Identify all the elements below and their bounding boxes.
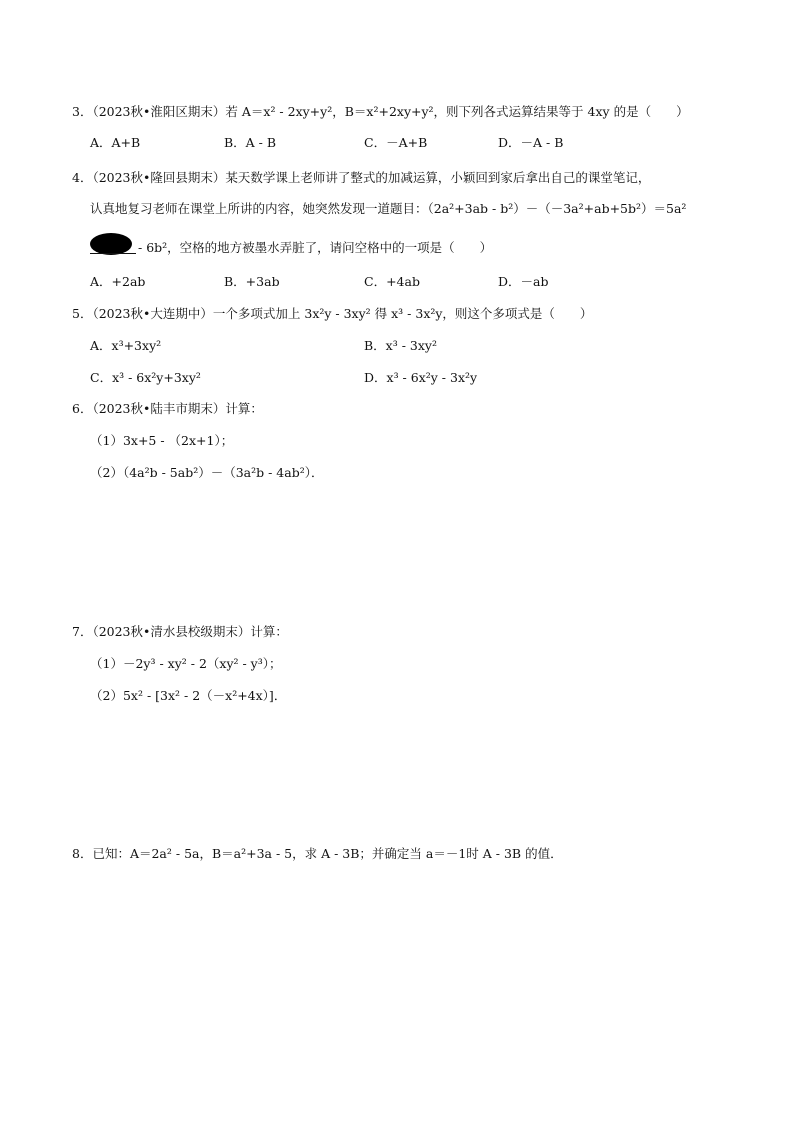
question-5-stem: 5．（2023秋•大连期中）一个多项式加上 3x²y - 3xy² 得 x³ - 3x²y，则这个多项式是（ ） [72,306,593,321]
question-7-stem: 7．（2023秋•清水县校级期末）计算： [72,624,288,639]
question-5-option-b: B．x³ - 3xy² [364,338,437,353]
question-6-part-2: （2）（4a²b - 5ab²）－（3a²b - 4ab²）． [90,465,324,480]
question-3-option-a: A．A+B [90,135,141,150]
ink-blot-image [90,233,132,255]
question-3-option-c: C．－A+B [364,135,428,150]
question-4-option-a: A．+2ab [90,274,146,289]
question-4-stem-line-1: 4．（2023秋•隆回县期末）某天数学课上老师讲了整式的加减运算，小颖回到家后拿出自己的课堂笔记， [72,170,651,185]
question-5-option-c: C．x³ - 6x²y+3xy² [90,370,201,385]
question-4-option-c: C．+4ab [364,274,420,289]
question-3-option-b: B．A - B [224,135,277,150]
question-3-stem: 3．（2023秋•淮阳区期末）若 A＝x² - 2xy+y²，B＝x²+2xy+y²，则下列各式运算结果等于 4xy 的是（ ） [72,104,689,119]
blank-underline [90,253,136,254]
question-7-part-1: （1）－2y³ - xy² - 2（xy² - y³）； [90,656,282,671]
question-6-stem: 6．（2023秋•陆丰市期末）计算： [72,401,263,416]
question-6-part-1: （1）3x+5 - （2x+1）； [90,433,234,448]
question-7-part-2: （2）5x² - [3x² - 2（－x²+4x）]． [90,688,287,703]
question-4-option-b: B．+3ab [224,274,280,289]
question-8-stem: 8．已知：A＝2a² - 5a，B＝a²+3a - 5，求 A - 3B；并确定当 a＝－1时 A - 3B 的值． [72,846,563,861]
question-5-option-d: D．x³ - 6x²y - 3x²y [364,370,478,385]
question-3-option-d: D．－A - B [498,135,564,150]
question-4-option-d: D．－ab [498,274,549,289]
question-4-stem-line-2: 认真地复习老师在课堂上所讲的内容，她突然发现一道题目：（2a²+3ab - b²）－（－3a²+ab+5b²）＝5a² [90,201,687,216]
question-4-stem-line-3: - 6b²，空格的地方被墨水弄脏了，请问空格中的一项是（ ） [138,240,493,255]
question-5-option-a: A．x³+3xy² [90,338,162,353]
